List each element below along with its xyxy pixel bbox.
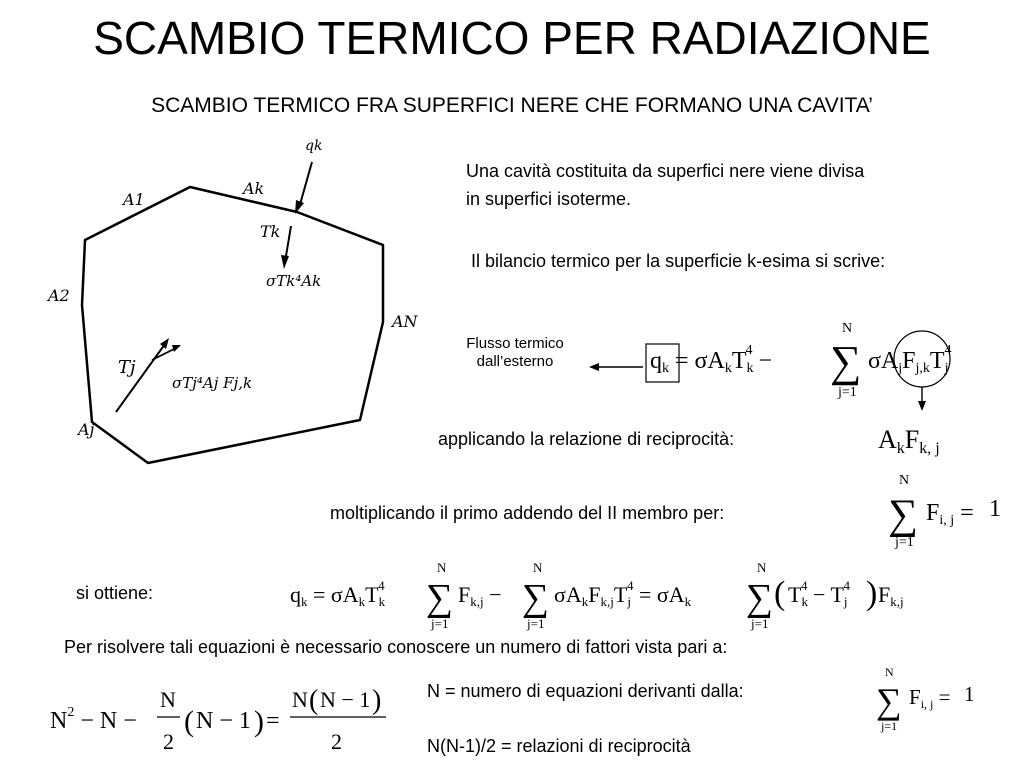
svg-text:∑: ∑ — [876, 681, 902, 721]
summation-identity-2 — [873, 663, 983, 735]
svg-text:N: N — [160, 687, 176, 712]
svg-text:Tk4 − Tj4: Tk4 − Tj4 — [788, 578, 851, 609]
svg-text:∑: ∑ — [888, 492, 918, 538]
svg-text:∑: ∑ — [830, 337, 862, 386]
sum-lower: j=1 — [838, 385, 857, 400]
svg-text:j=1: j=1 — [881, 719, 898, 733]
svg-text:qk = σAkTk4: qk = σAkTk4 — [290, 578, 386, 609]
slide-title: SCAMBIO TERMICO PER RADIAZIONE — [93, 12, 931, 64]
identity-lower: j=1 — [895, 535, 914, 550]
svg-text:N: N — [885, 665, 894, 679]
cavity-outline — [82, 187, 383, 463]
svg-text:N − 1: N − 1 — [320, 687, 371, 712]
svg-text:N: N — [533, 560, 543, 575]
flusso-label-line-1: Flusso termico — [466, 335, 564, 352]
svg-text:Fk,j: Fk,j — [878, 582, 904, 609]
svg-text:): ) — [254, 705, 264, 738]
identity-one: 1 — [989, 496, 1001, 522]
summation-identity — [885, 470, 1010, 552]
flusso-label — [441, 335, 589, 371]
svg-text:(: ( — [184, 705, 194, 738]
label-a1: A1 — [123, 190, 145, 209]
svg-text:Fi, j =: Fi, j = — [909, 685, 951, 711]
svg-text:j=1: j=1 — [431, 616, 449, 631]
svg-text:qk = σAkTk4 −: qk = σAkTk4 − — [650, 343, 773, 376]
qk-arrow — [299, 162, 312, 208]
label-an: AN — [392, 312, 418, 331]
svg-text:=: = — [266, 708, 280, 734]
svg-text:∑: ∑ — [746, 577, 774, 619]
svg-text:2: 2 — [331, 729, 342, 754]
label-sigma-emit: σTk⁴Ak — [266, 272, 322, 290]
result-label: si ottiene: — [76, 583, 154, 603]
label-sigma-incident: σTj⁴Aj Fj,k — [172, 374, 253, 392]
label-tk: Tk — [260, 222, 281, 241]
reciprocity-text: applicando la relazione di reciprocità: — [438, 429, 735, 449]
n-definition-text: N = numero di equazioni derivanti dalla: — [427, 681, 744, 701]
label-tj: Tj — [118, 357, 136, 378]
svg-text:Fk,j −: Fk,j − — [458, 582, 502, 609]
svg-text:2: 2 — [163, 729, 174, 754]
flusso-label-line-2: dall’esterno — [476, 353, 554, 370]
svg-text:AkFk, j: AkFk, j — [878, 425, 940, 457]
identity-upper: N — [899, 473, 910, 488]
result-equation — [285, 555, 915, 635]
slide-subtitle: SCAMBIO TERMICO FRA SUPERFICI NERE CHE FORMANO UNA CAVITA’ — [151, 94, 873, 117]
svg-text:1: 1 — [964, 682, 975, 706]
solve-text: Per risolvere tali equazioni è necessario conoscere un numero di fattori vista pari a: — [64, 637, 728, 657]
svg-text:N: N — [292, 687, 308, 712]
svg-text:N: N — [757, 560, 767, 575]
label-aj: Aj — [78, 420, 95, 439]
sum-upper: N — [842, 321, 853, 336]
svg-text:N: N — [437, 560, 447, 575]
label-qk: qk — [305, 138, 323, 154]
small-arrow — [152, 348, 176, 360]
incident-arrow — [116, 344, 165, 412]
svg-text:): ) — [372, 685, 382, 716]
svg-text:N2 − N −: $N^2 - N$ − — [50, 705, 137, 734]
cavity-diagram — [40, 130, 440, 475]
svg-text:(: ( — [309, 685, 319, 716]
svg-text:σAkFk,jTj4 = σAk: σAkFk,jTj4 = σAk — [554, 578, 692, 609]
svg-text:j=1: j=1 — [527, 616, 545, 631]
bilancio-text: Il bilancio termico per la superficie k-esima si scrive: — [471, 251, 886, 271]
svg-text:∑: ∑ — [522, 577, 550, 619]
intro-line-1: Una cavità costituita da superfici nere viene divisa — [466, 161, 865, 181]
svg-text:∑: ∑ — [426, 577, 454, 619]
reciprocity-term — [875, 418, 965, 462]
label-a2: A2 — [48, 286, 70, 305]
intro-line-2: in superfici isoterme. — [466, 189, 632, 209]
reciprocity-count-text: N(N-1)/2 = relazioni di reciprocità — [427, 736, 691, 756]
svg-text:Fi, j =: Fi, j = — [926, 500, 974, 528]
multiply-text: moltiplicando il primo addendo del II membro per: — [330, 503, 725, 523]
svg-text:σAjFj,kTj4: σAjFj,kTj4 — [868, 343, 952, 376]
count-equation — [45, 683, 395, 763]
svg-text:(: ( — [774, 575, 786, 612]
label-ak: Ak — [243, 179, 265, 198]
svg-text:j=1: j=1 — [751, 616, 769, 631]
balance-equation — [585, 312, 985, 418]
svg-text:): ) — [866, 575, 878, 612]
svg-text:N − 1: N − 1 — [196, 708, 251, 734]
